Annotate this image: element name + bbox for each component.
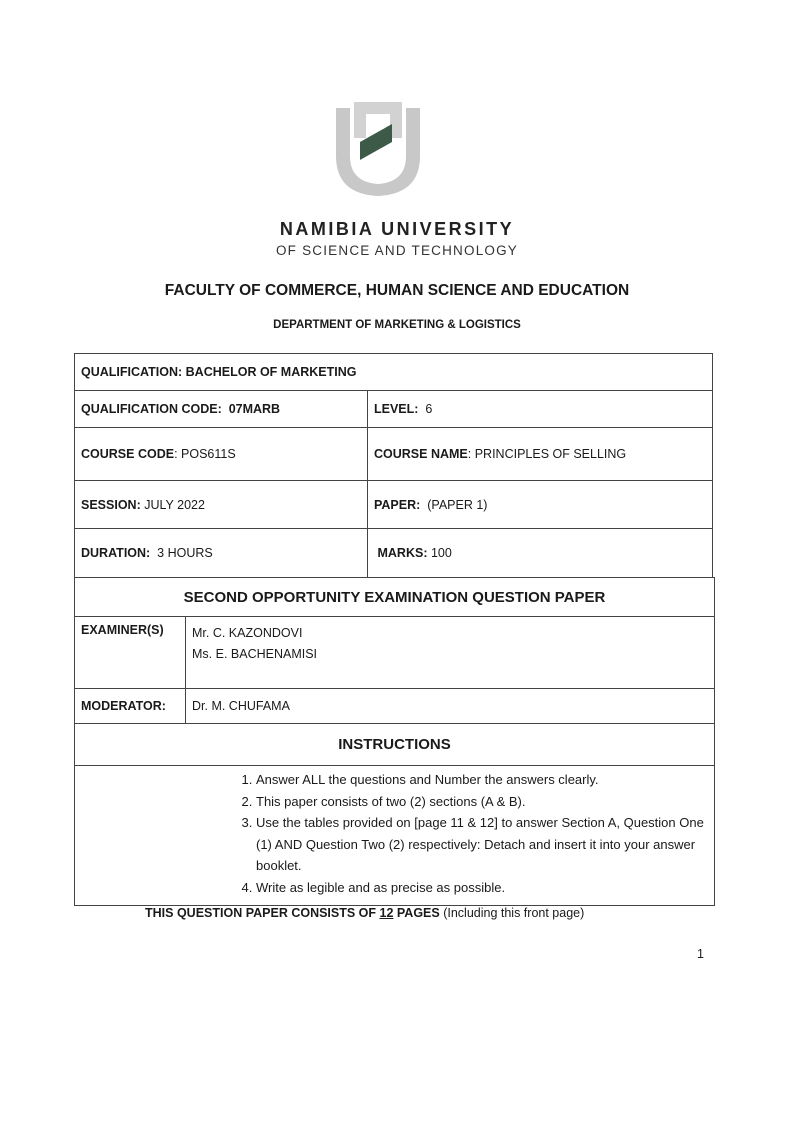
moderator-label: MODERATOR:	[75, 689, 186, 724]
department-title: DEPARTMENT OF MARKETING & LOGISTICS	[273, 319, 521, 331]
instructions-list	[75, 766, 715, 906]
paper-cell: PAPER: (PAPER 1)	[368, 481, 713, 529]
exam-title: SECOND OPPORTUNITY EXAMINATION QUESTION PAPER	[75, 578, 715, 617]
course-name-cell: COURSE NAME: PRINCIPLES OF SELLING	[368, 428, 713, 481]
qualification-cell: QUALIFICATION: BACHELOR OF MARKETING	[75, 354, 713, 391]
instruction-item: 2. This paper consists of two (2) sections (A & B).	[256, 791, 708, 813]
faculty-title: FACULTY OF COMMERCE, HUMAN SCIENCE AND EDUCATION	[164, 282, 630, 299]
course-details-table	[74, 353, 713, 578]
university-logo-icon	[330, 98, 426, 198]
university-name: NAMIBIA UNIVERSITY	[279, 219, 515, 239]
examiner-names: Mr. C. KAZONDOVI Ms. E. BACHENAMISI	[186, 617, 715, 689]
marks-cell: MARKS: 100	[368, 529, 713, 578]
instructions-title: INSTRUCTIONS	[75, 724, 715, 766]
qualification-code-cell: QUALIFICATION CODE: 07MARB	[75, 391, 368, 428]
examiner-label: EXAMINER(S)	[75, 617, 186, 689]
page-count-note: THIS QUESTION PAPER CONSISTS OF 12 PAGES (Including this front page)	[145, 906, 585, 920]
page-number: 1	[697, 947, 704, 961]
session-cell: SESSION: JULY 2022	[75, 481, 368, 529]
university-subtitle: OF SCIENCE AND TECHNOLOGY	[275, 243, 519, 258]
moderator-name: Dr. M. CHUFAMA	[186, 689, 715, 724]
exam-info-table	[74, 577, 715, 906]
course-code-cell: COURSE CODE: POS611S	[75, 428, 368, 481]
level-cell: LEVEL: 6	[368, 391, 713, 428]
instruction-item: 1. Answer ALL the questions and Number the answers clearly.	[256, 769, 708, 791]
instruction-item: 3. Use the tables provided on [page 11 & 12] to answer Section A, Question One (1) AND Question Two (2) respectively: Detach and insert it into your answer booklet.	[256, 812, 708, 877]
duration-cell: DURATION: 3 HOURS	[75, 529, 368, 578]
instruction-item: 4. Write as legible and as precise as possible.	[256, 877, 708, 899]
